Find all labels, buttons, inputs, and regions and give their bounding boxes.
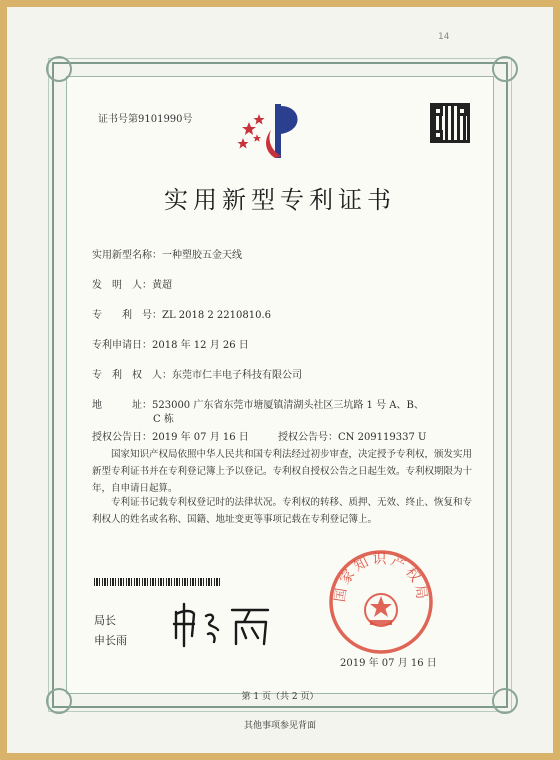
field-address-line2: C 栋 [153,414,174,425]
field-value: 523000 广东省东莞市塘厦镇清湖头社区三坑路 1 号 A、B、 [152,400,424,411]
field-inventor [92,276,172,291]
handwritten-signature [170,600,280,650]
field-label: 专利申请日： [92,340,152,351]
field-label: 专 利 权 人： [92,370,172,381]
field-value: CN 209119337 U [338,432,427,443]
handwritten-note: 14 [438,32,450,42]
field-value: 黄超 [152,280,172,291]
field-patent-number [92,306,271,321]
cnipa-logo-icon [235,100,315,162]
field-value: 2018 年 12 月 26 日 [152,340,249,351]
certificate-number: 证书号第9101990号 [98,114,193,125]
footer-note: 其他事项参见背面 [243,721,316,731]
signer-name: 申长雨 [94,634,127,647]
field-value: 2019 年 07 月 16 日 [152,432,249,443]
qr-finder [433,130,443,140]
qr-finder [433,106,443,116]
seal-text: 国家知识产权局 [332,551,430,604]
grant-statement-paragraph: 国家知识产权局依照中华人民共和国专利法经过初步审查，决定授予专利权，颁发实用新型专利证书并在专利登记簿上予以登记。专利权自授权公告之日起生效。专利权期限为十年，自申请日起算。 [92,449,473,494]
svg-text:国家知识产权局 [332,552,429,604]
qr-finder [457,106,467,116]
field-value: ZL 2018 2 2210810.6 [162,310,272,321]
issue-date: 2019 年 07 月 16 日 [340,658,437,669]
field-label: 发 明 人： [92,280,152,291]
page-number: 第 1 页（共 2 页） [241,692,319,702]
field-label: 授权公告号： [278,432,338,443]
field-grant-announcement-number [278,428,426,443]
field-value: 东莞市仁丰电子科技有限公司 [172,370,302,381]
field-label: 地 址： [92,400,152,411]
field-label: 专 利 号： [92,310,162,321]
field-label: 授权公告日： [92,432,152,443]
corner-ornament [492,56,518,82]
field-utility-model-name [92,246,242,261]
field-patentee [92,366,302,381]
qr-code[interactable] [430,103,470,143]
legal-status-paragraph: 专利证书记载专利权登记时的法律状况。专利权的转移、质押、无效、终止、恢复和专利权人的姓名或名称、国籍、地址变更等事项记载在专利登记簿上。 [92,497,473,525]
field-value: 一种塑胶五金天线 [162,250,242,261]
corner-ornament [46,56,72,82]
certificate-title: 实用新型专利证书 [164,186,396,214]
field-label: 实用新型名称： [92,250,162,261]
barcode [94,578,222,586]
official-seal [326,548,436,656]
field-grant-announcement-date [92,428,249,443]
field-address [92,396,424,411]
field-filing-date [92,336,249,351]
signer-title: 局长 [94,614,116,627]
